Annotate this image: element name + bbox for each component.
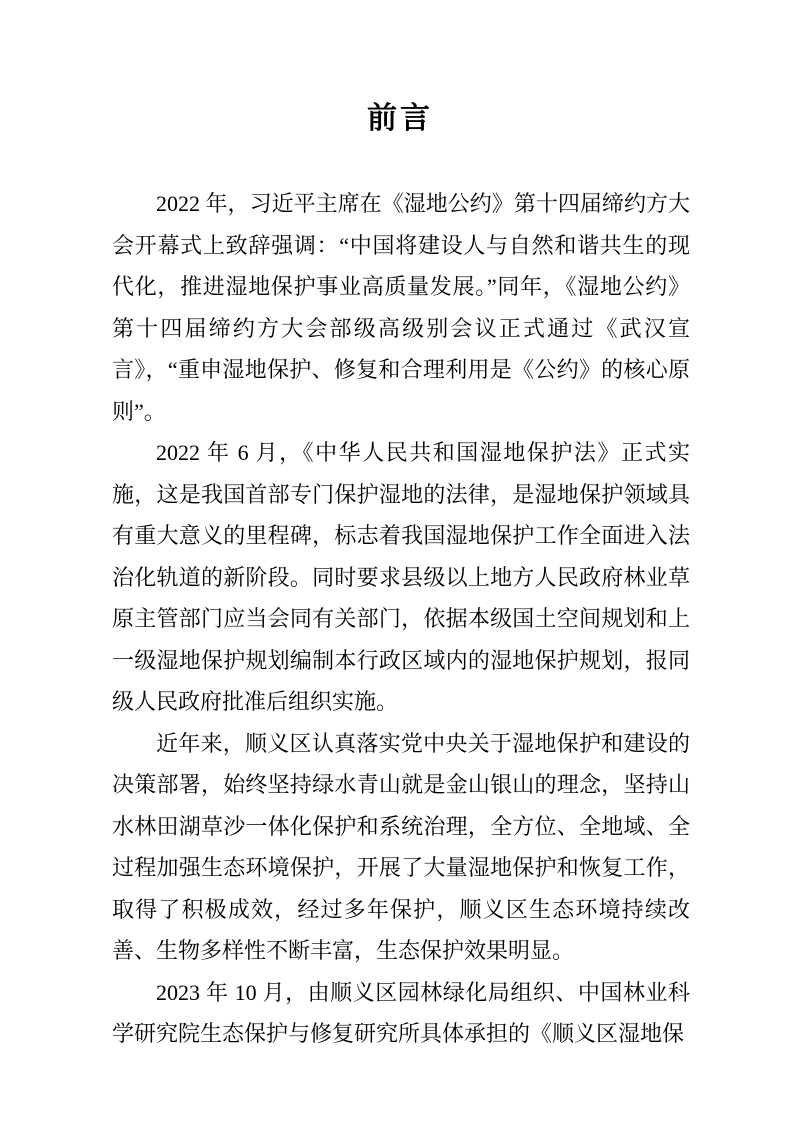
body-paragraph: 近年来，顺义区认真落实党中央关于湿地保护和建设的决策部署，始终坚持绿水青山就是金山银山的理念，坚持山水林田湖草沙一体化保护和系统治理，全方位、全地域、全过程加强生态环境保护，开展了大量湿地保护和恢复工作，取得了积极成效，经过多年保护，顺义区生态环境持续改善、生物多样性不断丰富，生态保护效果明显。: [112, 730, 690, 963]
body-paragraph: 2023 年 10 月，由顺义区园林绿化局组织、中国林业科学研究院生态保护与修复研究所具体承担的《顺义区湿地保: [112, 979, 690, 1046]
page-title: 前言: [367, 102, 433, 135]
body-paragraph: 2022 年 6 月，《中华人民共和国湿地保护法》正式实施，这是我国首部专门保护湿地的法律，是湿地保护领域具有重大意义的里程碑，标志着我国湿地保护工作全面进入法治化轨道的新阶段。同时要求县级以上地方人民政府林业草原主管部门应当会同有关部门，依据本级国土空间规划和上一级湿地保护规划编制本行政区域内的湿地保护规划，报同级人民政府批准后组织实施。: [112, 440, 690, 714]
body-paragraph: 2022 年，习近平主席在《湿地公约》第十四届缔约方大会开幕式上致辞强调：“中国将建设人与自然和谐共生的现代化，推进湿地保护事业高质量发展。”同年，《湿地公约》第十四届缔约方大会部级高级别会议正式通过《武汉宣言》，“重申湿地保护、修复和合理利用是《公约》的核心原则”。: [112, 191, 690, 424]
document-body: [112, 183, 690, 1055]
